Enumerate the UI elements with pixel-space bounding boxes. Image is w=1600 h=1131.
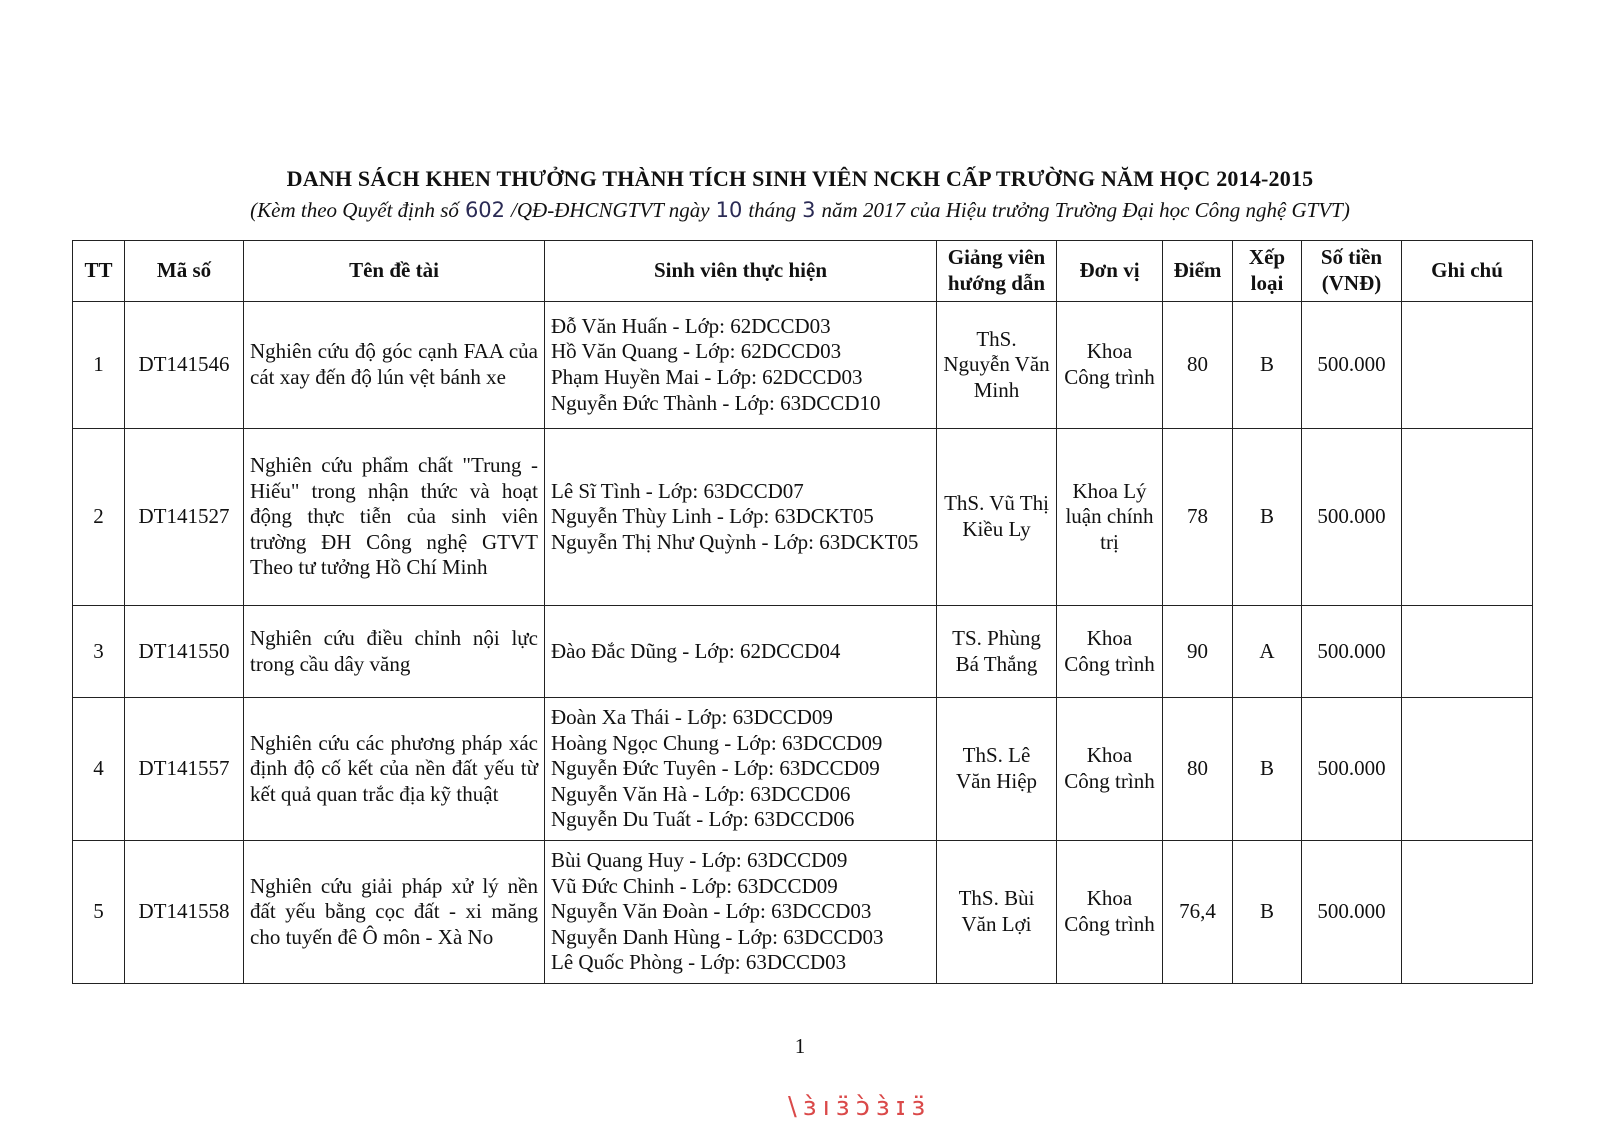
row-students	[545, 841, 937, 984]
header-sinh-vien: Sinh viên thực hiện	[545, 241, 937, 302]
header-tt: TT	[73, 241, 125, 302]
document-subtitle	[0, 198, 1600, 223]
student-entry: Đỗ Văn Huấn - Lớp: 62DCCD03	[551, 313, 831, 338]
row-ghi-chu	[1402, 841, 1533, 984]
row-ma-so: DT141557	[125, 698, 244, 841]
row-giang-vien: ThS. Lê Văn Hiệp	[937, 698, 1057, 841]
row-xep-loai: A	[1233, 606, 1302, 698]
student-entry: Nguyễn Thùy Linh - Lớp: 63DCKT05	[551, 504, 874, 529]
row-diem: 78	[1163, 429, 1233, 606]
row-ma-so: DT141558	[125, 841, 244, 984]
row-don-vi: Khoa Công trình	[1057, 606, 1163, 698]
student-entry: Nguyễn Du Tuất - Lớp: 63DCCD06	[551, 807, 855, 832]
student-entry: Nguyễn Đức Thành - Lớp: 63DCCD10	[551, 390, 881, 415]
row-don-vi: Khoa Công trình	[1057, 841, 1163, 984]
row-ma-so: DT141550	[125, 606, 244, 698]
header-ten-de-tai: Tên đề tài	[244, 241, 545, 302]
row-diem: 80	[1163, 698, 1233, 841]
header-don-vi: Đơn vị	[1057, 241, 1163, 302]
header-giang-vien: Giảng viên hướng dẫn	[937, 241, 1057, 302]
row-giang-vien: ThS. Nguyễn Văn Minh	[937, 302, 1057, 429]
student-entry: Lê Quốc Phòng - Lớp: 63DCCD03	[551, 950, 847, 975]
row-don-vi: Khoa Công trình	[1057, 302, 1163, 429]
row-students	[545, 302, 937, 429]
row-so-tien: 500.000	[1302, 698, 1402, 841]
row-xep-loai: B	[1233, 302, 1302, 429]
header-ghi-chu: Ghi chú	[1402, 241, 1533, 302]
row-don-vi: Khoa Công trình	[1057, 698, 1163, 841]
row-students	[545, 606, 937, 698]
row-ten-de-tai: Nghiên cứu các phương pháp xác định độ cố kết của nền đất yếu từ kết quả quan trắc địa kỹ thuật	[244, 698, 545, 841]
table-row	[73, 302, 1533, 429]
row-so-tien: 500.000	[1302, 302, 1402, 429]
decision-number: 602	[464, 198, 506, 222]
red-stamp-fragment: \ɜ̀ıɜ̈ɔ̀ɜ̀ɪɜ̈	[788, 1092, 932, 1122]
student-entry: Nguyễn Văn Đoàn - Lớp: 63DCCD03	[551, 899, 872, 924]
header-so-tien: Số tiền (VNĐ)	[1302, 241, 1402, 302]
decision-month: 3	[802, 198, 816, 222]
row-xep-loai: B	[1233, 841, 1302, 984]
subtitle-part-2: /QĐ-ĐHCNGTVT ngày	[511, 198, 710, 222]
student-entry: Đào Đắc Dũng - Lớp: 62DCCD04	[551, 638, 841, 663]
subtitle-part-4: năm 2017 của Hiệu trưởng Trường Đại học Công nghệ GTVT)	[821, 198, 1350, 222]
student-entry: Nguyễn Danh Hùng - Lớp: 63DCCD03	[551, 924, 884, 949]
row-diem: 76,4	[1163, 841, 1233, 984]
row-tt: 4	[73, 698, 125, 841]
row-ghi-chu	[1402, 698, 1533, 841]
table-row	[73, 841, 1533, 984]
row-ghi-chu	[1402, 429, 1533, 606]
row-xep-loai: B	[1233, 429, 1302, 606]
student-entry: Phạm Huyền Mai - Lớp: 62DCCD03	[551, 365, 863, 389]
row-ghi-chu	[1402, 302, 1533, 429]
row-giang-vien: ThS. Vũ Thị Kiều Ly	[937, 429, 1057, 606]
student-entry: Nguyễn Văn Hà - Lớp: 63DCCD06	[551, 781, 851, 806]
student-entry: Đoàn Xa Thái - Lớp: 63DCCD09	[551, 704, 833, 729]
awards-table	[72, 240, 1533, 984]
row-tt: 1	[73, 302, 125, 429]
header-xep-loai: Xếp loại	[1233, 241, 1302, 302]
student-entry: Nguyễn Thị Như Quỳnh - Lớp: 63DCKT05	[551, 529, 919, 554]
row-tt: 3	[73, 606, 125, 698]
header-diem: Điểm	[1163, 241, 1233, 302]
row-tt: 5	[73, 841, 125, 984]
row-ma-so: DT141546	[125, 302, 244, 429]
row-ten-de-tai: Nghiên cứu độ góc cạnh FAA của cát xay đến độ lún vệt bánh xe	[244, 302, 545, 429]
student-entry: Vũ Đức Chinh - Lớp: 63DCCD09	[551, 873, 838, 898]
student-entry: Lê Sĩ Tình - Lớp: 63DCCD07	[551, 478, 804, 503]
table-row	[73, 429, 1533, 606]
row-diem: 90	[1163, 606, 1233, 698]
row-diem: 80	[1163, 302, 1233, 429]
row-ghi-chu	[1402, 606, 1533, 698]
row-ma-so: DT141527	[125, 429, 244, 606]
document-title: DANH SÁCH KHEN THƯỞNG THÀNH TÍCH SINH VIÊN NCKH CẤP TRƯỜNG NĂM HỌC 2014-2015	[286, 166, 1314, 191]
student-entry: Hồ Văn Quang - Lớp: 62DCCD03	[551, 339, 842, 364]
row-don-vi: Khoa Lý luận chính trị	[1057, 429, 1163, 606]
student-entry: Hoàng Ngọc Chung - Lớp: 63DCCD09	[551, 730, 883, 755]
subtitle-part-1: (Kèm theo Quyết định số	[250, 198, 459, 222]
row-xep-loai: B	[1233, 698, 1302, 841]
row-giang-vien: ThS. Bùi Văn Lợi	[937, 841, 1057, 984]
row-so-tien: 500.000	[1302, 606, 1402, 698]
header-ma-so: Mã số	[125, 241, 244, 302]
student-entry: Nguyễn Đức Tuyên - Lớp: 63DCCD09	[551, 756, 880, 781]
row-so-tien: 500.000	[1302, 429, 1402, 606]
row-giang-vien: TS. Phùng Bá Thắng	[937, 606, 1057, 698]
subtitle-part-3: tháng	[748, 198, 797, 222]
row-students	[545, 698, 937, 841]
table-row	[73, 698, 1533, 841]
row-tt: 2	[73, 429, 125, 606]
row-so-tien: 500.000	[1302, 841, 1402, 984]
table-header-row	[73, 241, 1533, 302]
row-ten-de-tai: Nghiên cứu điều chỉnh nội lực trong cầu dây văng	[244, 606, 545, 698]
row-ten-de-tai: Nghiên cứu giải pháp xử lý nền đất yếu bằng cọc đất - xi măng cho tuyến đê Ô môn - Xà No	[244, 841, 545, 984]
student-entry: Bùi Quang Huy - Lớp: 63DCCD09	[551, 847, 848, 872]
page-number: 1	[794, 1034, 806, 1058]
table-row	[73, 606, 1533, 698]
decision-day: 10	[715, 198, 743, 222]
row-students	[545, 429, 937, 606]
row-ten-de-tai: Nghiên cứu phẩm chất "Trung - Hiếu" trong nhận thức và hoạt động thực tiễn của sinh viên trường ĐH Công nghệ GTVT Theo tư tưởng Hồ Chí Minh	[244, 429, 545, 606]
